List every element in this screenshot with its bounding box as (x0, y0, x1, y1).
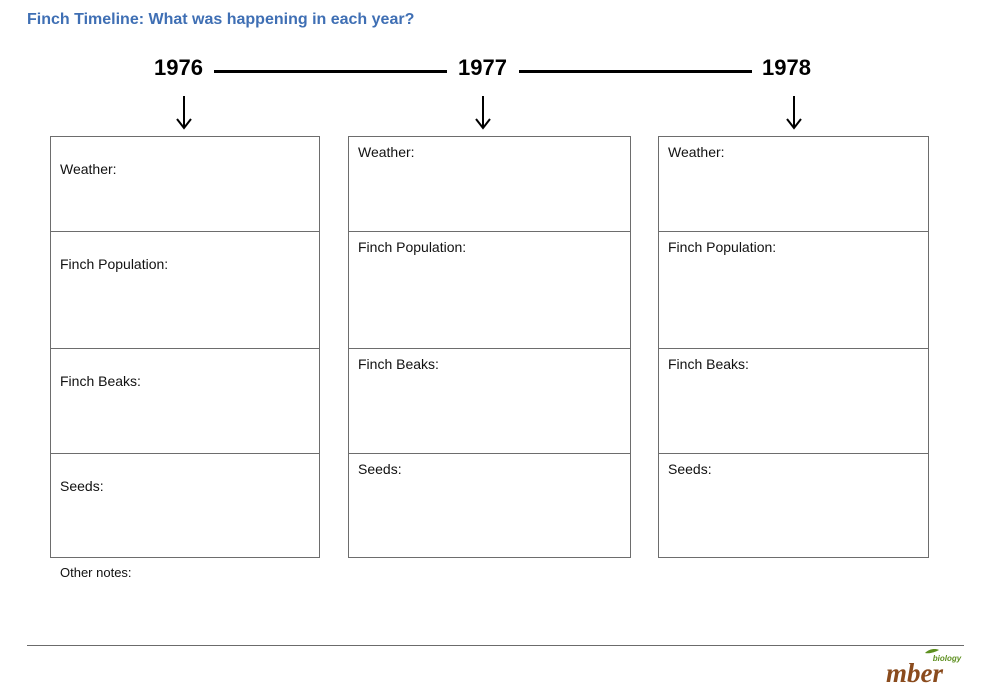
seeds-label: Seeds: (60, 478, 104, 494)
weather-label: Weather: (668, 144, 725, 160)
finch-beaks-cell[interactable] (51, 348, 319, 453)
weather-label: Weather: (358, 144, 415, 160)
finch-population-label: Finch Population: (60, 256, 169, 272)
finch-population-label: Finch Population: (668, 239, 777, 255)
down-arrow-icon (786, 96, 802, 130)
weather-cell[interactable] (349, 137, 630, 231)
finch-beaks-cell[interactable] (349, 348, 630, 453)
amber-biology-logo (883, 648, 965, 688)
finch-beaks-cell[interactable] (659, 348, 928, 453)
weather-label: Weather: (60, 161, 117, 177)
finch-population-cell[interactable] (349, 231, 630, 348)
seeds-cell[interactable] (659, 453, 928, 557)
seeds-label: Seeds: (358, 461, 402, 477)
finch-population-cell[interactable] (51, 231, 319, 348)
timeline-year-1976: 1976 (154, 55, 203, 80)
timeline-year-1978: 1978 (762, 55, 811, 80)
timeline-connector-1977-1978 (519, 70, 752, 73)
down-arrow-icon (176, 96, 192, 130)
seeds-label: Seeds: (668, 461, 712, 477)
logo-word: mber (886, 658, 943, 688)
weather-cell[interactable] (659, 137, 928, 231)
finch-beaks-label: Finch Beaks: (668, 356, 749, 372)
weather-cell[interactable] (51, 137, 319, 231)
finch-beaks-label: Finch Beaks: (60, 373, 141, 389)
page-title: Finch Timeline: What was happening in each year? (27, 11, 415, 28)
footer-divider (27, 645, 964, 646)
seeds-cell[interactable] (51, 453, 319, 557)
timeline-year-1977: 1977 (458, 55, 507, 80)
seeds-cell[interactable] (349, 453, 630, 557)
finch-population-cell[interactable] (659, 231, 928, 348)
finch-beaks-label: Finch Beaks: (358, 356, 439, 372)
timeline-column-1978 (658, 136, 929, 558)
finch-population-label: Finch Population: (358, 239, 467, 255)
other-notes-label: Other notes: (60, 565, 132, 580)
timeline-connector-1976-1977 (214, 70, 447, 73)
timeline-column-1976 (50, 136, 320, 558)
timeline-column-1977 (348, 136, 631, 558)
logo-subtitle: biology (932, 654, 962, 663)
down-arrow-icon (475, 96, 491, 130)
